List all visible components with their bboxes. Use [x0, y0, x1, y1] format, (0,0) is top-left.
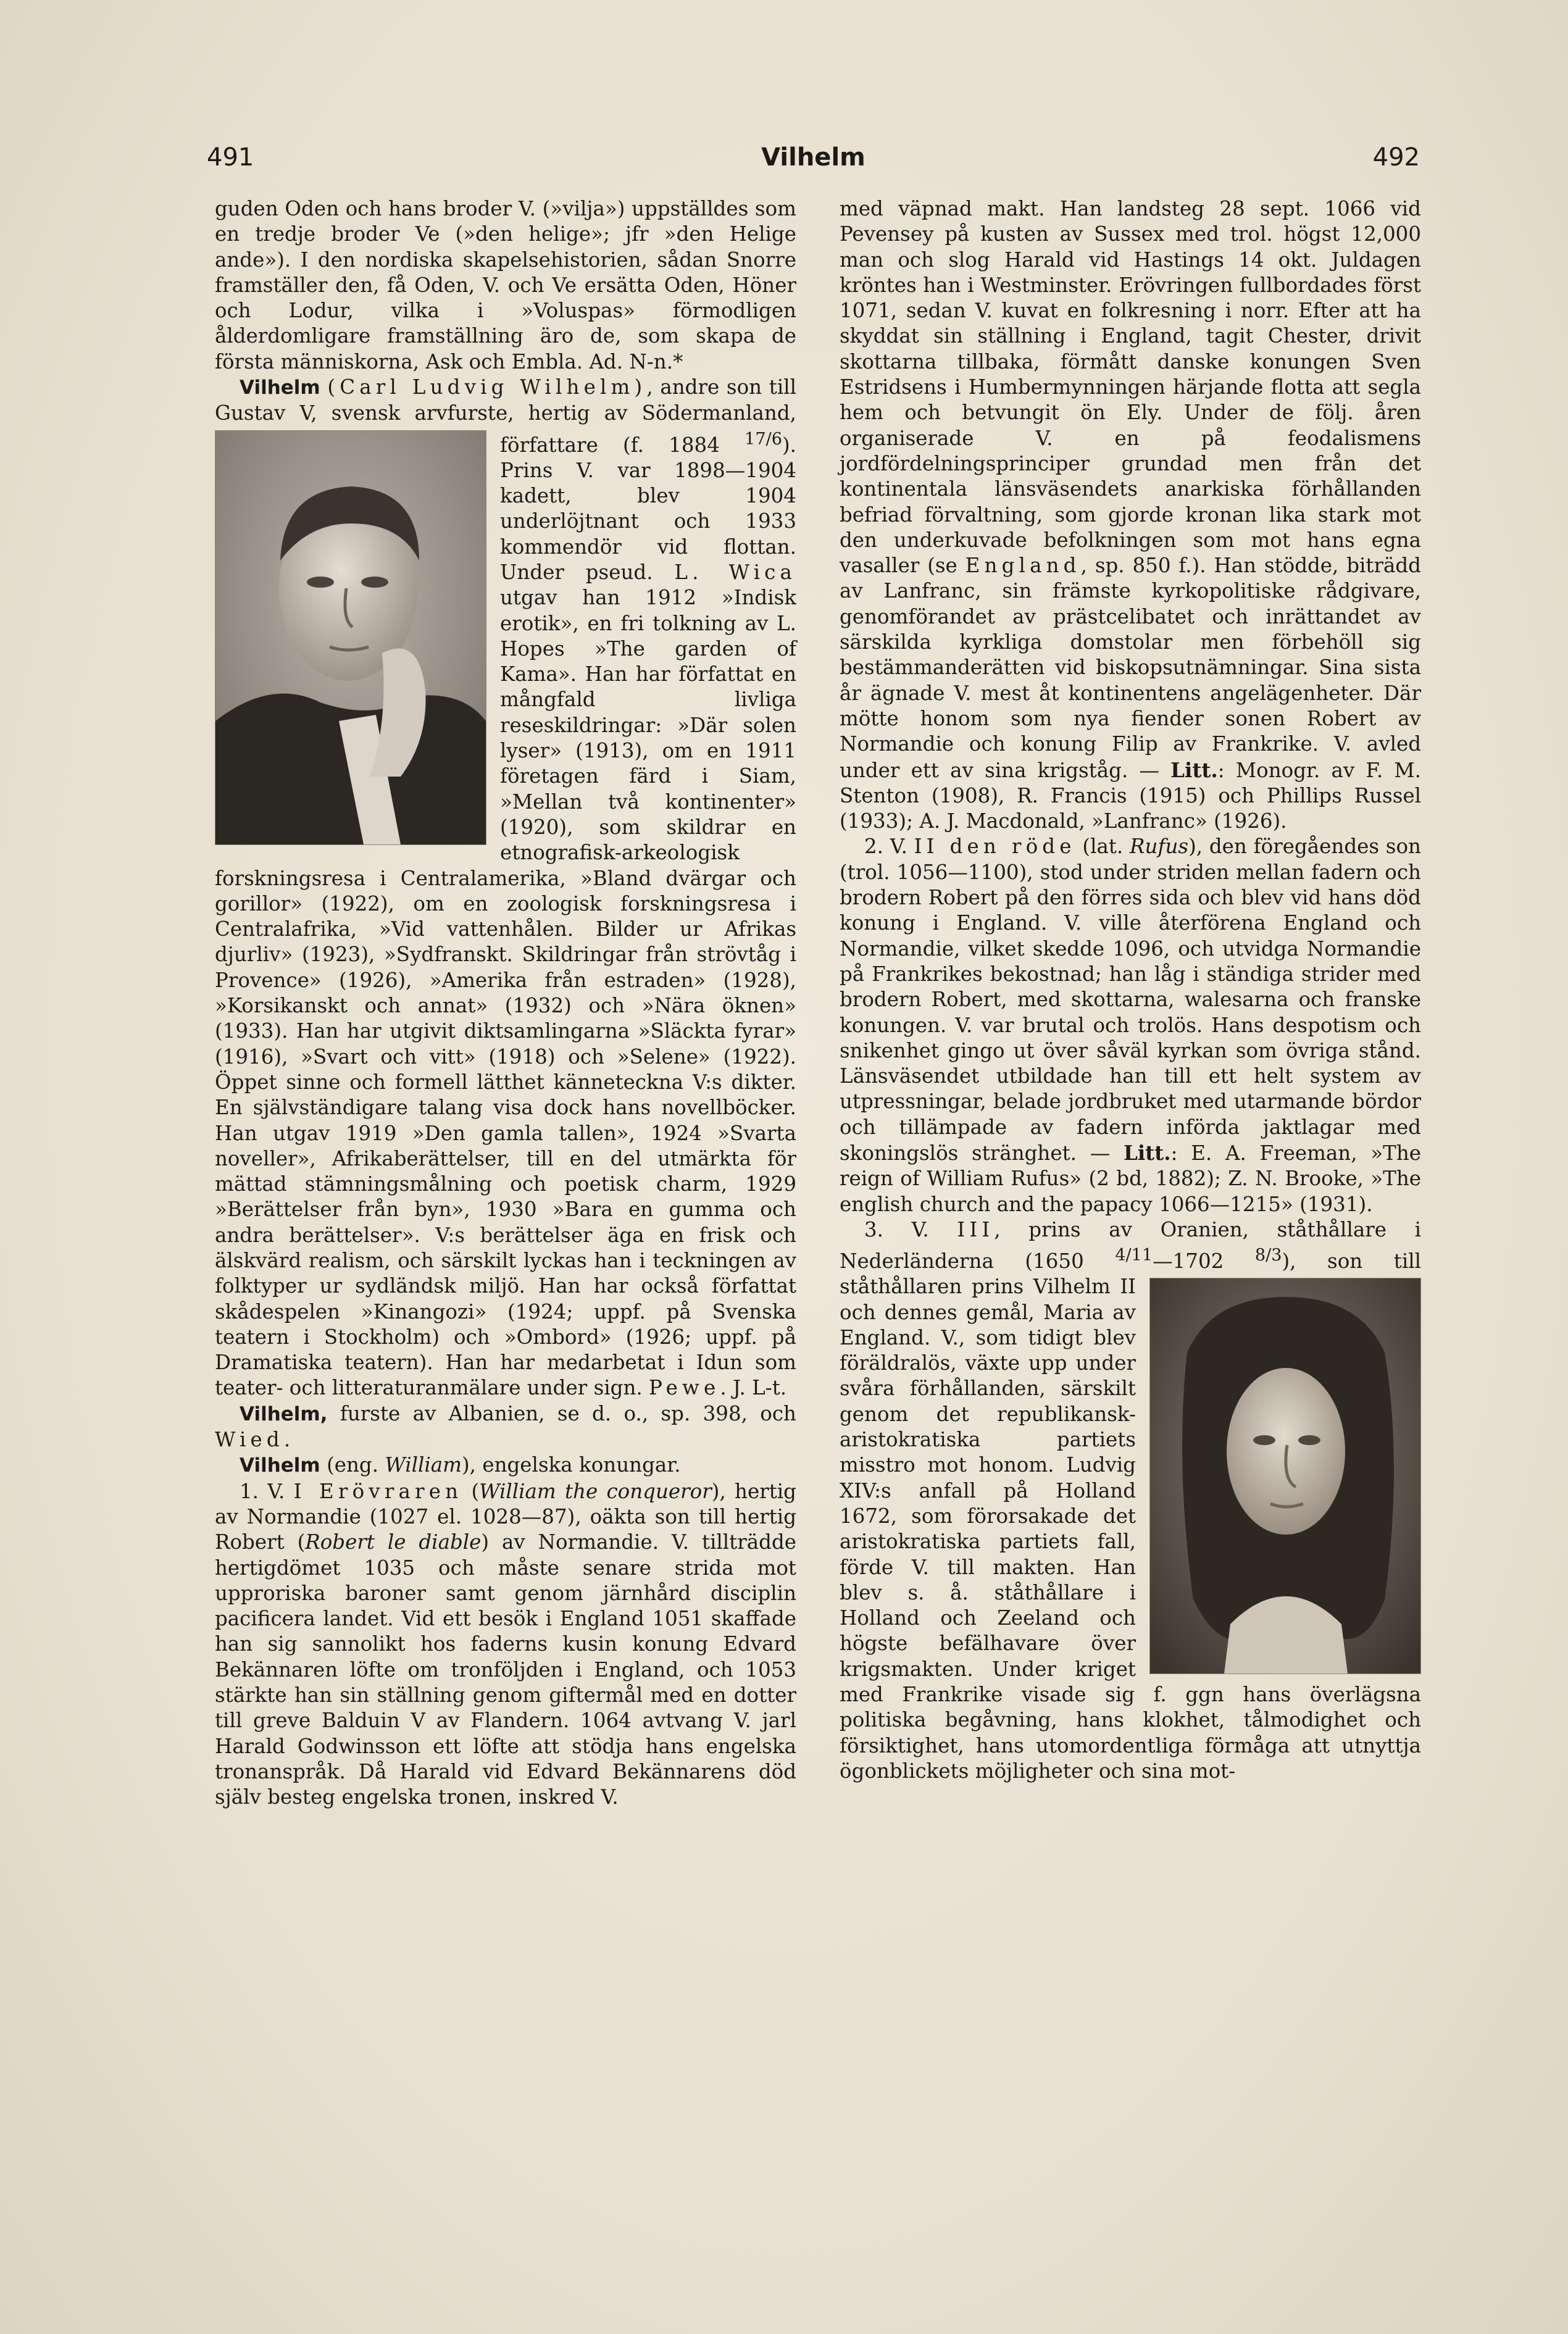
page-number-right: 492 [1372, 143, 1420, 172]
paragraph-conqueror-continuation: med väpnad makt. Han landsteg 28 sept. 1066 vid Pevensey på kusten av Sussex med trol. högst 12,000 man och slog Harald vid Hastings 14 okt. Juldagen kröntes han i Westminster. Erövringen fullbordades först 1071, sedan V. kuvat en folkresning i norr. Efter att ha skyddat sin ställning i England, tagit Chester, drivit skottarna tillbaka, förmått danske konungen Sven Estridsens i Humbermynningen härjande flotta att segla hem och betvungit ön Ely. Under de följ. åren organiserade V. en på feodalismens jordfördelningsprinciper grundad men från det kontinentala länsväsendets anarkiska förhållanden befriad förvaltning, som gjorde kronan lika stark mot den underkuvade befolkningen som mot hans egna vasaller (se England, sp. 850 f.). Han stödde, biträdd av Lanfranc, sin främste kyrkopolitiske rådgivare, genomförandet av prästcelibatet och inrättandet av särskilda kyrkliga domstolar men förbehöll sig bestämmanderätten vid biskopsutnämningar. Sina sista år ägnade V. mest åt kontinentens angelägenheter. Där mötte honom som nya fiender sonen Robert av Normandie och konung Filip av Frankrike. V. avled under ett av sina krigståg. — Litt.: Monogr. av F. M. Stenton (1908), R. Francis (1915) och Phillips Russel (1933); A. J. Macdonald, »Lanfranc» (1926). [840, 197, 1421, 833]
running-title: Vilhelm [761, 143, 865, 172]
subentry-william-rufus: 2. V. II den röde (lat. Rufus), den föregåendes son (trol. 1056—1100), stod under striden mellan fadern och brodern Robert på den förres sida och blev vid hans död konung i England. V. ville återförena England och Normandie, vilket skedde 1096, och utvidga Normandie på Frankrikes bekostnad; han låg i ständiga strider med brodern Robert, med skottarna, walesarna och franske konungen. V. var brutal och trolös. Hans despotism och snikenhet gingo ut över såväl kyrkan som övriga stånd. Länsväsendet utbildade han till ett helt system av utpressningar, belade jordbruket med utarmande bördor och tillämpade av fadern införda jaktlagar med skoningslös stränghet. — Litt.: E. A. Freeman, »The reign of William Rufus» (2 bd, 1882); Z. N. Brooke, »The english church and the papacy 1066—1215» (1931). [840, 835, 1421, 1216]
entry-vilhelm-english-kings: Vilhelm (eng. William), engelska konungar. [240, 1453, 681, 1477]
entry-headword: Vilhelm [240, 377, 320, 399]
column-left [215, 196, 796, 1811]
portrait-prince-vilhelm [215, 430, 486, 845]
subentry-william-orange: 3. V. III, prins av Oranien, ståthållare i Nederländerna (1650 $^{4/11}$—1702 $^{8/3}$ ), son till ståthållaren prins Vilhelm II och dennes gemål, Maria av England. V., som tidigt blev föräldralös, växte upp under svåra förhållanden, särskilt genom det republikansk-aristokratiska partiets misstro mot honom. Ludvig XIV:s anfall på Holland 1672, som förorsakade det aristokratiska partiets fall, förde V. till makten. Han blev s. å. ståthållare i Holland och Zeeland och högste befälhavare över krigsmakten. Under kriget med Frankrike visade sig f. ggn hans överlägsna politiska begåvning, hans klokhet, tålmodighet och försiktighet, hans utomordentliga förmåga att utnyttja ögonblickets möjligheter och sina mot- [840, 1217, 1422, 1783]
column-right [840, 196, 1421, 1784]
entry-prince-vilhelm: Vilhelm (Carl Ludvig Wilhelm), andre son till Gustav V, svensk arvfurste, hertig av Södermanland, författare (f. 1884 $^{17/6}$ ). Prins V. var 1898—1904 kadett, blev 1904 underlöjtnant och 1933 kommendör vid flottan. Under pseud. L. Wica utgav han 1912 »Indisk erotik», en fri tolkning av L. Hopes »The garden of Kama». Han har författat en mångfald livliga reseskildringar: »Där solen lyser» (1913), om en 1911 företagen färd i Siam, »Mellan två kontinenter» (1920), som skildrar en etnografisk-arkeologisk forskningsresa i Centralamerika, »Bland dvärgar och gorillor» (1922), om en zoologisk forskningsresa i Centralafrika, »Vid vattenhålen. Bilder ur Afrikas djurliv» (1923), »Sydfranskt. Skildringar från strövtåg i Provence» (1926), »Amerika från estraden» (1928), »Korsikanskt och annat» (1932) och »Nära öknen» (1933). Han har utgivit diktsamlingarna »Släckta fyrar» (1916), »Svart och vitt» (1918) och »Selene» (1922). Öppet sinne och formell lätthet känneteckna V:s dikter. En självständigare talang visa dock hans novellböcker. Han utgav 1919 »Den gamla tallen», 1924 »Svarta noveller», Afrikaberättelser, till en del utmärkta för mättad stämningsmålning och poetisk charm, 1929 »Berättelser från byn», 1930 »Bara en gumma och andra berättelser». V:s berättelser äga en frisk och älskvärd realism, och särskilt lyckas han i teckningen av folktyper ur sydländsk miljö. Han har också författat skådespelen »Kinangozi» (1924; uppf. på Svenska teatern i Stockholm) och »Ombord» (1926; uppf. på Dramatiska teatern). Han har medarbetat i Idun som teater- och litteraturanmälare under sign. Pewe. J. L-t. [215, 375, 796, 1400]
paragraph-odin-continuation: guden Oden och hans broder V. (»vilja») uppställdes som en tredje broder Ve (»den helige»; jfr »den Helige ande»). I den nordiska skapelsehistorien, sådan Snorre framställer den, få Oden, V. och Ve ersätta Oden, Höner och Lodur, vilka i »Voluspas» förmodligen ålderdomligare framställning äro de, som skapa de första människorna, Ask och Embla. Ad. N-n.* [215, 197, 796, 373]
subentry-william-conqueror: 1. V. I Erövraren (William the conqueror), hertig av Normandie (1027 el. 1028—87), oäkta son till hertig Robert (Robert le diable) av Normandie. V. tillträdde hertigdömet 1035 och måste senare strida mot upproriska baroner samt genom järnhård disciplin pacificera landet. Vid ett besök i England 1051 skaffade han sig sannolikt hos faderns kusin konung Edvard Bekännaren löfte om tronföljden i England, och 1053 stärkte han sin ställning genom giftermål med en dotter till greve Balduin V av Flandern. 1064 avtvang V. jarl Harald Godwinsson ett löfte att stödja hans engelska tronanspråk. Då Harald vid Edvard Bekännarens död själv besteg engelska tronen, inskred V. [215, 1479, 796, 1809]
page-header [207, 143, 1420, 186]
portrait-william-iii [1149, 1278, 1421, 1674]
entry-vilhelm-albania: Vilhelm, furste av Albanien, se d. o., sp. 398, och Wied. [215, 1401, 796, 1452]
page-number-left: 491 [207, 143, 254, 172]
